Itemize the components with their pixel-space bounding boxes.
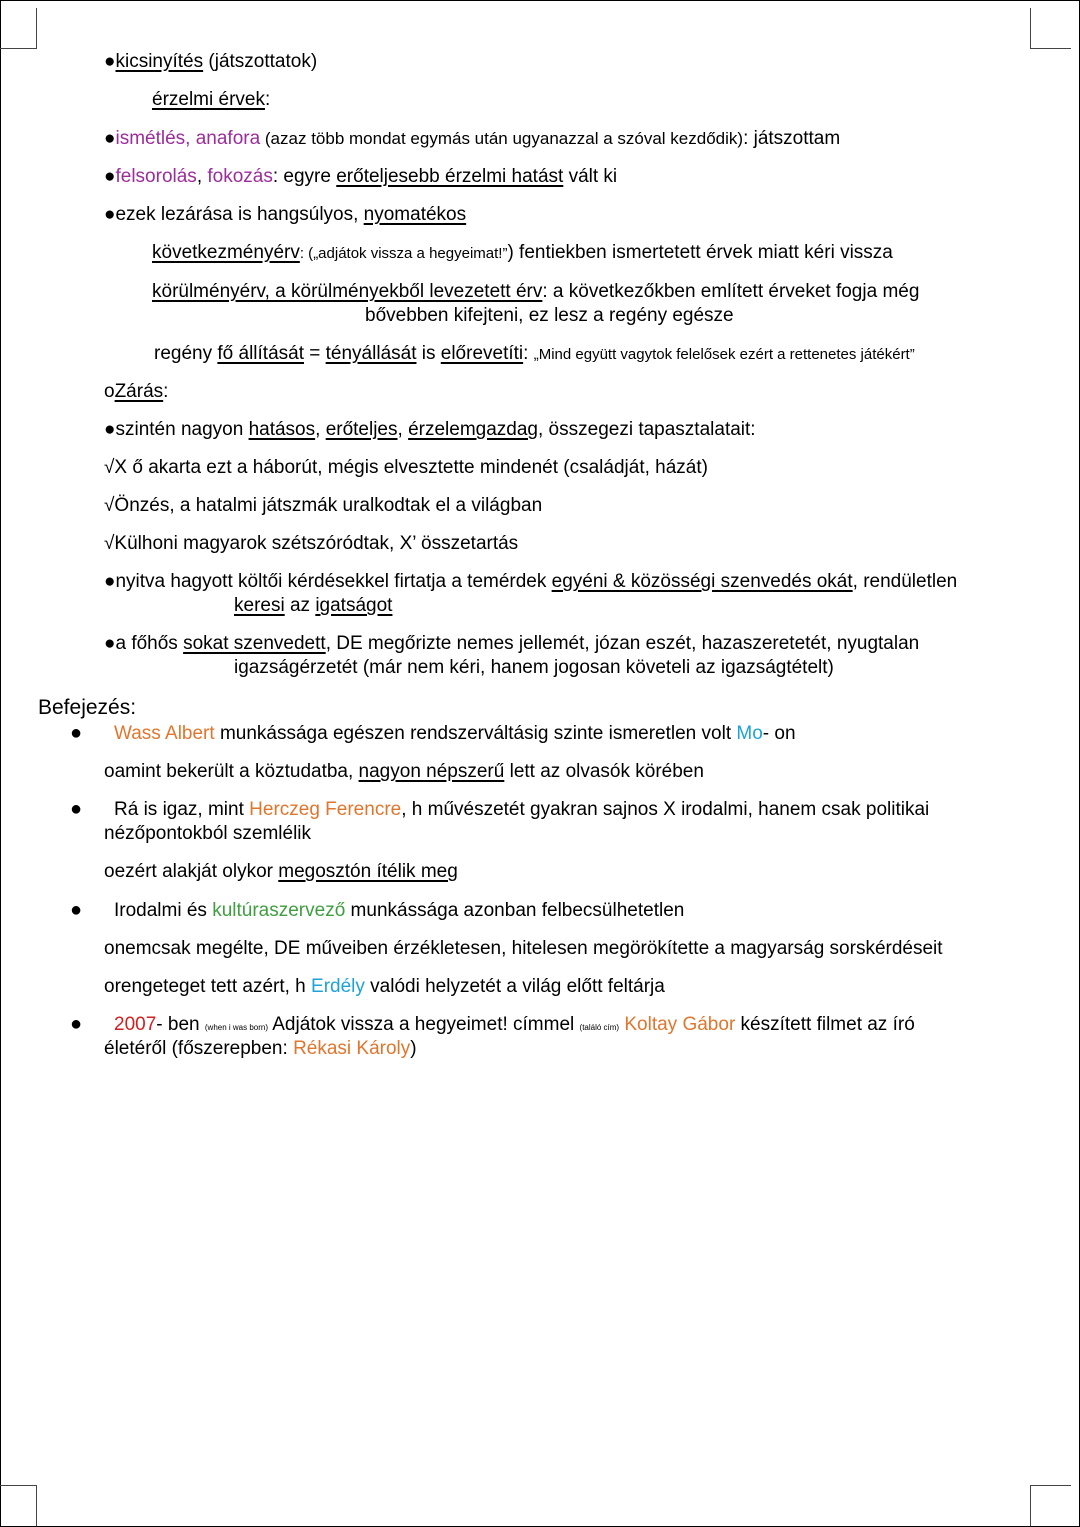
text: , rendületlen	[852, 571, 958, 592]
heading-text: Befejezés:	[38, 696, 137, 719]
line-film-cont	[104, 1037, 417, 1061]
text: ezek lezárása is hangsúlyos,	[115, 204, 364, 225]
text: ,	[196, 166, 208, 187]
bullet: ●	[70, 798, 83, 820]
line-check-2	[104, 494, 542, 518]
text: nyitva hagyott költői kérdésekkel firtatja a temérdek	[115, 571, 552, 592]
text: oezért alakját olykor	[104, 861, 279, 882]
term: érzelmi érvek	[152, 89, 265, 110]
line-amint	[104, 760, 704, 784]
text: bővebben kifejteni, ez lesz a regény egésze	[365, 305, 734, 326]
line-fohos	[104, 632, 919, 656]
text: munkássága egészen rendszerváltásig szinte ismeretlen volt	[214, 723, 737, 744]
line-nemcsak	[104, 937, 943, 961]
text: orengeteget tett azért, h	[104, 976, 312, 997]
text: ) fentiekben ismertetett érvek miatt kéri vissza	[507, 242, 893, 263]
quote: „Mind együtt vagytok felelősek ezért a rettenetes játékért”	[533, 346, 915, 363]
term: Mo	[736, 723, 763, 744]
text: : egyre	[272, 166, 337, 187]
term: erőteljes	[325, 419, 398, 440]
text: : a következőkben említett érveket fogja még	[542, 281, 920, 302]
term: igatságot	[315, 595, 393, 616]
text: a főhős	[115, 633, 184, 654]
section-heading	[38, 696, 136, 720]
text: Irodalmi és	[114, 900, 213, 921]
text: igazságérzetét (már nem kéri, hanem jogosan követeli az igazságtételt)	[234, 657, 834, 678]
line-wass	[114, 722, 796, 746]
text: :	[264, 89, 271, 110]
text: életéről (főszerepben:	[104, 1038, 294, 1059]
line-zaras	[104, 380, 168, 404]
line-lezarasa	[104, 203, 466, 227]
text: √X ő akarta ezt a háborút, mégis elvesztette mindenét (családját, házát)	[104, 457, 708, 478]
text: , h művészetét gyakran sajnos X irodalmi, hanem csak politikai	[401, 799, 930, 820]
note: (találó cím)	[579, 1023, 620, 1032]
text: ,	[397, 419, 409, 440]
line-film	[114, 1013, 915, 1040]
text: :	[523, 343, 534, 364]
bullet: ●	[70, 722, 83, 744]
text: az	[284, 595, 316, 616]
term: megosztón ítélik meg	[278, 861, 458, 882]
quote: „adjátok vissza a hegyeimat!”	[313, 245, 508, 262]
bullet: ●	[70, 899, 83, 921]
line-fohos-cont	[234, 656, 834, 680]
text: szintén nagyon	[115, 419, 249, 440]
text: - on	[762, 723, 796, 744]
line-ismetles	[104, 127, 840, 151]
bullet: ●	[104, 419, 116, 440]
text: (játszottatok)	[203, 51, 318, 72]
text: regény	[154, 343, 218, 364]
text: , összegezi tapasztalatait:	[538, 419, 756, 440]
line-szinten	[104, 418, 756, 442]
line-felsorolas	[104, 165, 617, 189]
term: előrevetíti	[440, 343, 524, 364]
name: Wass Albert	[114, 723, 215, 744]
term: fokozás	[207, 166, 273, 187]
text: =	[303, 343, 326, 364]
term: felsorolás	[115, 166, 197, 187]
text: - ben	[156, 1014, 205, 1035]
line-kicsinyites	[104, 50, 317, 74]
bullet: ●	[104, 571, 116, 592]
name: Herczeg Ferencre	[249, 799, 402, 820]
crop-mark-top-left	[0, 8, 37, 49]
bullet: ●	[104, 633, 116, 654]
text: : játszottam	[743, 128, 841, 149]
term: nyomatékos	[363, 204, 467, 225]
bullet: ●	[70, 1013, 83, 1035]
text: ,	[315, 419, 326, 440]
term: Erdély	[311, 976, 365, 997]
line-ezert	[104, 860, 458, 884]
term: hatásos	[248, 419, 316, 440]
text: vált ki	[563, 166, 618, 187]
line-herczeg	[114, 798, 929, 822]
bullet: ●	[104, 51, 116, 72]
line-erzelmi-ervek	[152, 88, 270, 112]
line-check-1	[104, 456, 708, 480]
term: erőteljesebb érzelmi hatást	[336, 166, 564, 187]
text: Adjátok vissza a hegyeimet! címmel	[268, 1014, 580, 1035]
line-nyitva-cont	[234, 594, 392, 618]
text: o	[104, 381, 115, 402]
text: √Önzés, a hatalmi játszmák uralkodtak el a világban	[104, 495, 543, 516]
term: keresi	[234, 595, 285, 616]
bullet: ●	[104, 204, 116, 225]
text: készített filmet az író	[735, 1014, 915, 1035]
term: nagyon népszerű	[358, 761, 505, 782]
line-korulmenyerv-cont	[365, 304, 734, 328]
note: (when i was born)	[204, 1023, 269, 1032]
text: lett az olvasók körében	[504, 761, 704, 782]
bullet: ●	[104, 128, 116, 149]
term: egyéni & közösségi szenvedés okát	[551, 571, 853, 592]
text: , DE megőrizte nemes jellemét, józan eszét, hazaszeretetét, nyugtalan	[325, 633, 920, 654]
term: kultúraszervező	[212, 900, 346, 921]
crop-mark-bottom-right	[1030, 1485, 1071, 1526]
term: Zárás	[114, 381, 164, 402]
text: nézőpontokból szemlélik	[104, 823, 312, 844]
text: √Külhoni magyarok szétszóródtak, X’ összetartás	[104, 533, 519, 554]
text: is	[416, 343, 441, 364]
text: )	[410, 1038, 417, 1059]
name: Rékasi Károly	[293, 1038, 411, 1059]
crop-mark-top-right	[1030, 8, 1071, 49]
term: tényállását	[325, 343, 417, 364]
term: körülményérv, a körülményekből levezetett érv	[152, 281, 543, 302]
line-check-3	[104, 532, 518, 556]
text: munkássága azonban felbecsülhetetlen	[345, 900, 685, 921]
term: kicsinyítés	[115, 51, 204, 72]
term: érzelemgazdag	[408, 419, 538, 440]
text: :	[163, 381, 169, 402]
name: Koltay Gábor	[619, 1014, 736, 1035]
bullet: ●	[104, 166, 116, 187]
line-irodalmi	[114, 899, 684, 923]
term: sokat szenvedett	[183, 633, 326, 654]
text: onemcsak megélte, DE műveiben érzékletesen, hitelesen megörökítette a magyarság sorskérdéseit	[104, 938, 943, 959]
text: Rá is igaz, mint	[114, 799, 250, 820]
text: oamint bekerült a köztudatba,	[104, 761, 359, 782]
term: következményérv	[152, 242, 300, 263]
crop-mark-bottom-left	[0, 1485, 37, 1526]
line-nyitva	[104, 570, 957, 594]
line-kovetkezmenyerv	[152, 241, 893, 266]
text: (azaz több mondat egymás után ugyanazzal a szóval kezdődik)	[260, 129, 744, 148]
line-regeny-allitas	[154, 342, 915, 367]
year: 2007	[114, 1014, 157, 1035]
text: valódi helyzetét a világ előtt feltárja	[364, 976, 665, 997]
text: : (	[299, 245, 314, 262]
term: fő állítását	[217, 343, 304, 364]
line-rengeteget	[104, 975, 665, 999]
line-herczeg-cont	[104, 822, 311, 846]
term: ismétlés, anafora	[115, 128, 261, 149]
line-korulmenyerv	[152, 280, 919, 304]
